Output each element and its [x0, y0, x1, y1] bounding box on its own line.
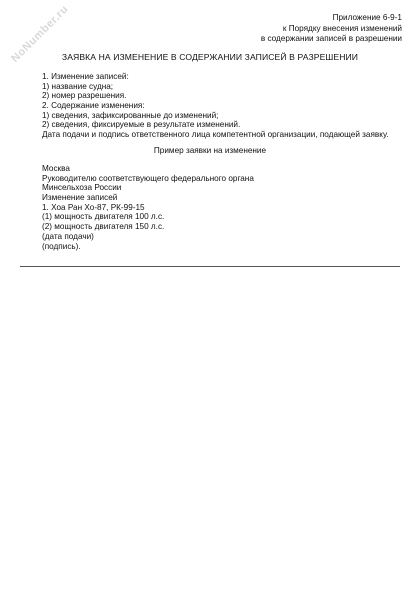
appendix-reference: [261, 13, 402, 45]
example-line: Руководителю соответствующего федерального органа: [42, 173, 254, 183]
example-line: Минсельхоза России: [42, 183, 122, 193]
appendix-line-number: Приложение 6-9-1: [332, 13, 402, 22]
appendix-line-order: к Порядку внесения изменений: [282, 23, 402, 33]
form-line: Дата подачи и подпись ответственного лица компетентной организации, подающей заявку.: [42, 130, 389, 140]
appendix-line-subject: в содержании записей в разрешении: [260, 34, 402, 43]
example-title: Пример заявки на изменение: [153, 146, 267, 155]
example-line: (дата подачи): [42, 231, 94, 241]
example-line: (1) мощность двигателя 100 л.с.: [42, 212, 165, 222]
example-line: (подпись).: [42, 241, 81, 251]
example-line: (2) мощность двигателя 150 л.с.: [42, 222, 165, 232]
form-line: 2) номер разрешения.: [42, 91, 127, 101]
form-line: 1. Изменение записей:: [42, 72, 129, 81]
example-line: 1. Хоа Ран Хо-87, РК-99-15: [42, 202, 145, 212]
form-line: 1) название судна;: [42, 81, 114, 91]
form-line: 2. Содержание изменения:: [42, 101, 145, 111]
form-line: 1) сведения, зафиксированные до изменений;: [42, 110, 219, 120]
form-section: [42, 72, 389, 140]
example-section: [42, 164, 254, 251]
watermark: NoNumber.ru: [9, 3, 71, 65]
example-line: Москва: [42, 164, 70, 173]
horizontal-divider: [20, 266, 400, 267]
form-line: 2) сведения, фиксируемые в результате изменений.: [42, 120, 241, 130]
example-line: Изменение записей: [42, 193, 118, 203]
document-title: ЗАЯВКА НА ИЗМЕНЕНИЕ В СОДЕРЖАНИИ ЗАПИСЕЙ В РАЗРЕШЕНИИ: [61, 52, 359, 62]
